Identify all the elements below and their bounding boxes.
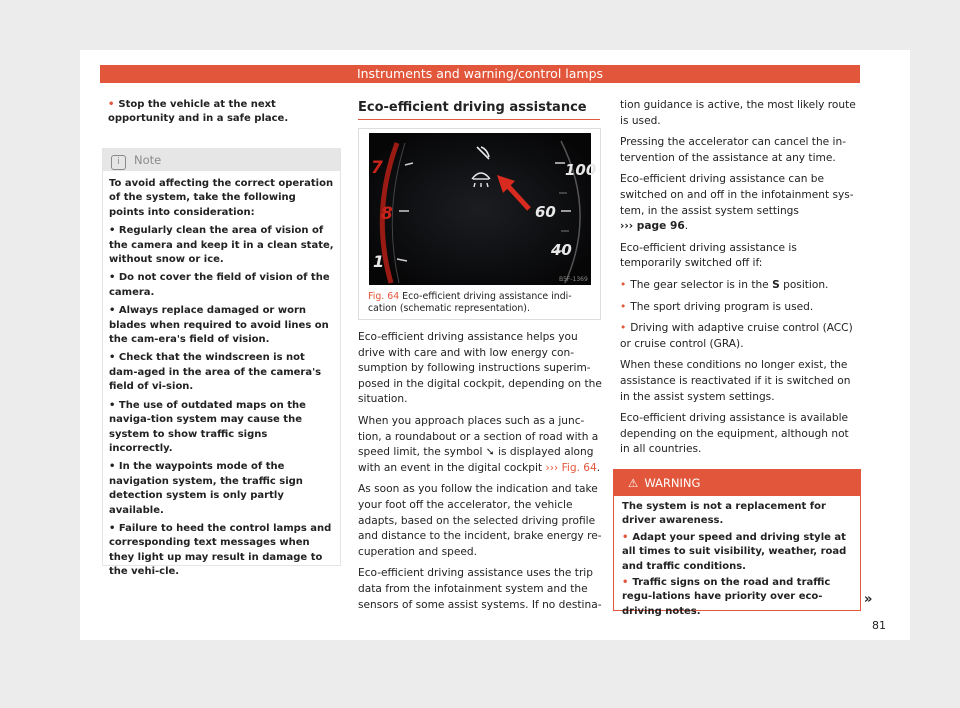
warning-title: WARNING — [644, 476, 701, 490]
continue-mark: » — [864, 592, 873, 607]
paragraph: When these conditions no longer exist, the assistance is reactivated if it is switched on in the assist system settings. — [620, 359, 851, 403]
gauge-left-1: 1 — [373, 252, 385, 271]
note-item: • Check that the windscreen is not dam-aged in the area of the camera's field of vi-sion. — [109, 352, 322, 393]
eco-arrow-icon: ➘ — [485, 446, 495, 459]
note-header — [103, 149, 340, 171]
right-column — [620, 98, 860, 464]
left-column — [108, 98, 340, 133]
list-item: • The gear selector is in the S position. — [620, 278, 829, 291]
warning-body — [614, 496, 860, 619]
paragraph: Eco-efficient driving assistance can be switched on and off in the infotainment sys-tem, in the assist system settings ››› page 96. — [620, 173, 854, 233]
page-number: 81 — [872, 619, 886, 632]
gauge-right-60: 60 — [535, 203, 556, 221]
warning-header — [614, 470, 860, 496]
note-item: • Always replace damaged or worn blades when required to avoid lines on the cam-era's field of vision. — [109, 305, 329, 346]
gauge-right-100: 100 — [565, 161, 597, 179]
paragraph: As soon as you follow the indication and take your foot off the accelerator, the vehicle adapts, based on the selected driving profile and distance to the incident, brake energy re-cuperation and speed. — [358, 483, 602, 558]
warning-item: • Adapt your speed and driving style at all times to suit visibility, weather, road and traffic conditions. — [622, 531, 847, 572]
note-item: • Do not cover the field of vision of the camera. — [109, 272, 330, 298]
paragraph: When you approach places such as a junc-tion, a roundabout or a section of road with a speed limit, the symbol ➘ is displayed along with an event in the digital cockpit ››› Fig. 64. — [358, 414, 601, 474]
warning-box — [613, 469, 861, 617]
paragraph: Eco-efficient driving assistance uses the trip data from the infotainment system and the sensors of some assist systems. If no destina- — [358, 567, 602, 611]
cockpit-figure — [369, 133, 597, 285]
page-link[interactable]: ››› page 96 — [620, 220, 685, 233]
warning-triangle-icon: ⚠ — [628, 476, 639, 490]
paragraph: Eco-efficient driving assistance helps you drive with care and with low energy con-sumption by following instructions superim-posed in the digital cockpit, depending on the situation. — [358, 331, 602, 406]
figure-label: Fig. 64 — [368, 291, 400, 302]
middle-column — [358, 330, 603, 619]
note-item: • Regularly clean the area of vision of the camera and keep it in a clean state, without snow or ice. — [109, 225, 334, 266]
figure-link[interactable]: ››› Fig. 64 — [545, 461, 597, 474]
section-title: Eco-efficient driving assistance — [358, 100, 600, 120]
bullet-icon: • — [108, 99, 115, 110]
intro-bullet: • Stop the vehicle at the next opportunity and in a safe place. — [108, 99, 289, 125]
list-item: • Driving with adaptive cruise control (ACC) or cruise control (GRA). — [620, 322, 853, 350]
page-header: Instruments and warning/control lamps — [100, 65, 860, 83]
figure-caption — [368, 291, 596, 315]
gauge-left-7: 7 — [371, 158, 383, 178]
cockpit-illustration — [369, 133, 597, 285]
note-title: Note — [134, 153, 162, 167]
paragraph: Eco-efficient driving assistance is temporarily switched off if: — [620, 241, 797, 270]
note-body — [103, 171, 340, 580]
info-icon: i — [111, 155, 126, 170]
figure-caption-text: Eco-efficient driving assistance indi-cation (schematic representation). — [368, 291, 572, 314]
paragraph: tion guidance is active, the most likely route is used. — [620, 99, 856, 127]
warning-item: • Traffic signs on the road and traffic regu-lations have priority over eco-driving notes. — [622, 577, 831, 617]
gauge-right-40: 40 — [551, 241, 572, 259]
note-item: • The use of outdated maps on the naviga-tion system may cause the system to show traffic signs incorrectly. — [109, 399, 306, 454]
gauge-left-8: 8 — [381, 204, 393, 224]
warning-intro: The system is not a replacement for driver awareness. — [622, 501, 826, 527]
note-box — [102, 148, 341, 578]
note-item: • In the waypoints mode of the navigation system, the traffic sign detection system is only partly available. — [109, 461, 303, 516]
paragraph: Eco-efficient driving assistance is available depending on the equipment, although not in all countries. — [620, 412, 849, 456]
list-item: • The sport driving program is used. — [620, 300, 814, 313]
figure-code: B5F-1369 — [559, 276, 588, 283]
paragraph: Pressing the accelerator can cancel the in-tervention of the assistance at any time. — [620, 136, 847, 164]
note-intro: To avoid affecting the correct operation of the system, take the following points into consideration: — [109, 178, 334, 218]
note-item: • Failure to heed the control lamps and corresponding text messages when they light up may result in damage to the vehi-cle. — [109, 522, 332, 578]
